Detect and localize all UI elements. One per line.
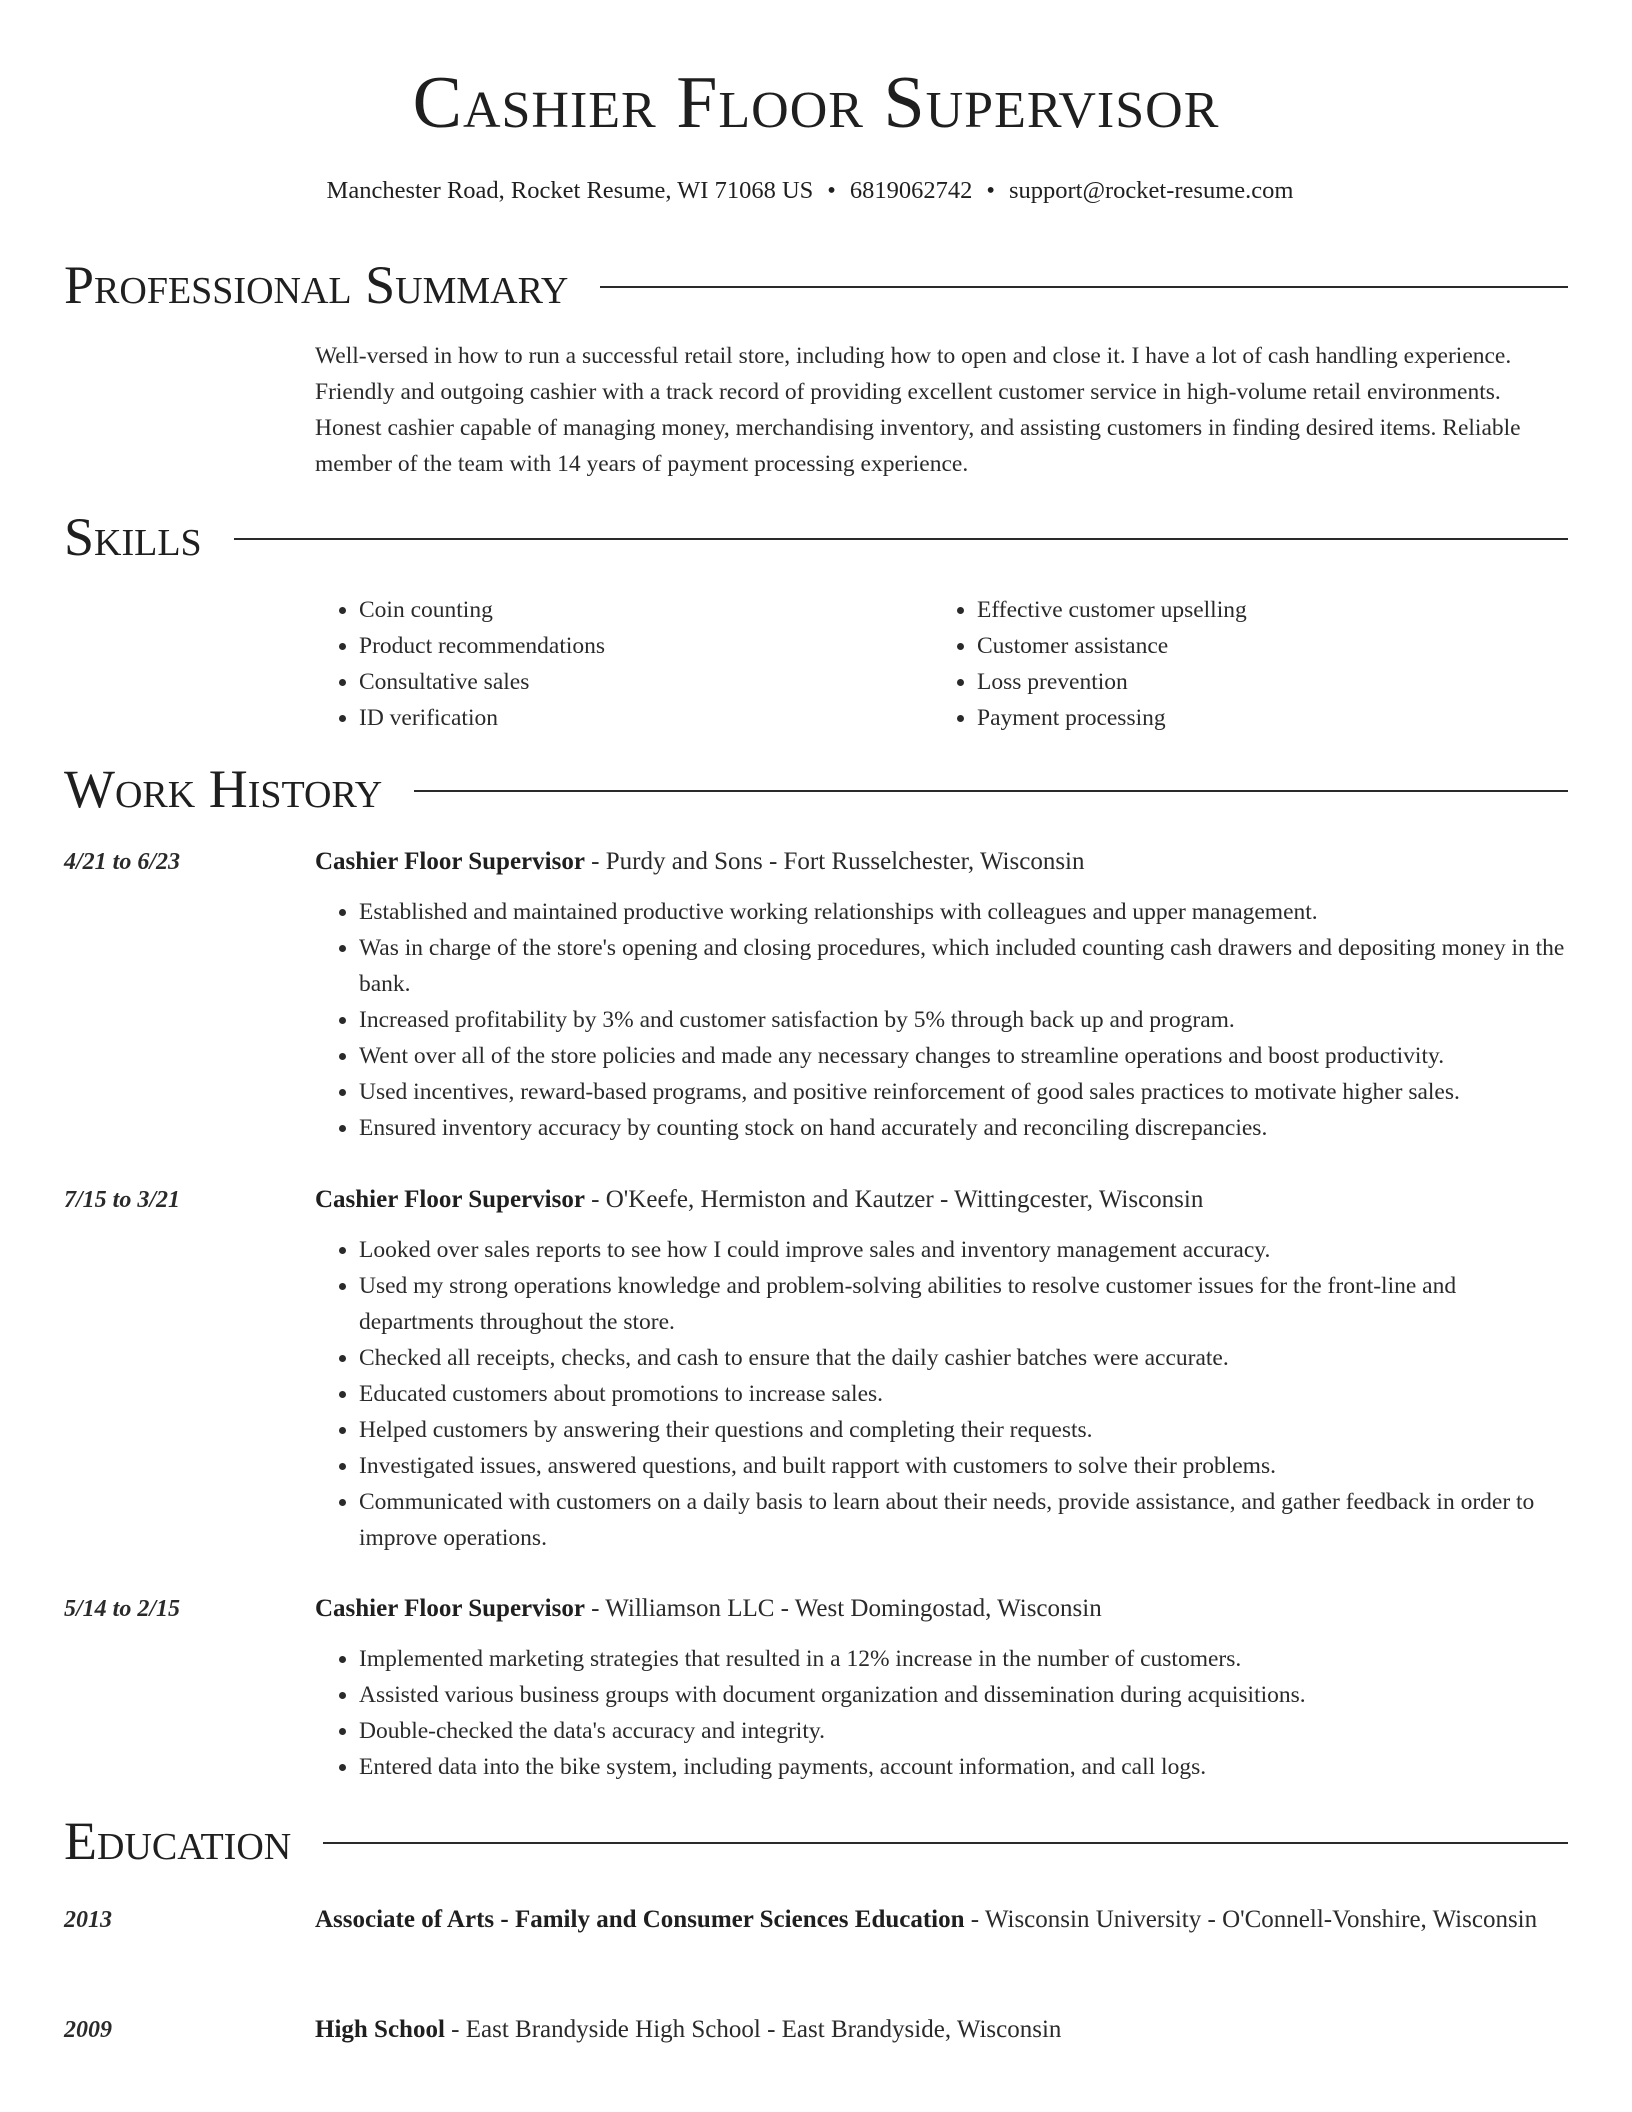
job-details: - Williamson LLC - West Domingostad, Wisconsin [584, 1595, 1102, 1622]
summary-section-header [64, 254, 1568, 316]
work-dates: 5/14 to 2/15 [64, 1596, 181, 1622]
job-title: Cashier Floor Supervisor [315, 1186, 585, 1213]
skill-item: • Coin counting [359, 592, 933, 628]
degree: High School [315, 2016, 445, 2043]
work-section-header [64, 758, 1568, 820]
work-heading [315, 1180, 1568, 1220]
education-year: 2009 [64, 2017, 112, 2043]
degree: Associate of Arts - Family and Consumer Sciences Education [315, 1906, 965, 1933]
education-section-header [64, 1810, 1568, 1872]
section-divider [600, 286, 1568, 288]
work-bullet: • Ensured inventory accuracy by counting stock on hand accurately and reconciling discrepancies. [359, 1110, 1568, 1146]
job-details: - Purdy and Sons - Fort Russelchester, Wisconsin [584, 848, 1085, 875]
work-bullet: • Was in charge of the store's opening and closing procedures, which included counting cash drawers and depositing money in the bank. [359, 930, 1568, 1002]
work-bullet: • Established and maintained productive working relationships with colleagues and upper management. [359, 894, 1568, 930]
contact-address: Manchester Road, Rocket Resume, WI 71068 US [326, 177, 814, 204]
job-details: - O'Keefe, Hermiston and Kautzer - Wittingcester, Wisconsin [584, 1186, 1204, 1213]
work-bullet: • Implemented marketing strategies that resulted in a 12% increase in the number of customers. [359, 1641, 1568, 1677]
work-bullet: • Helped customers by answering their questions and completing their requests. [359, 1412, 1568, 1448]
job-title: Cashier Floor Supervisor [315, 1595, 585, 1622]
work-bullet: • Used my strong operations knowledge and problem-solving abilities to resolve customer issues for the front-line and departments throughout the store. [359, 1268, 1568, 1340]
skills-section-header [64, 506, 1568, 568]
contact-email: support@rocket-resume.com [1008, 177, 1294, 204]
work-bullets [315, 1641, 1568, 1785]
work-dates: 4/21 to 6/23 [64, 849, 181, 875]
education-heading [315, 2010, 1568, 2050]
section-divider [414, 790, 1568, 792]
education-heading [315, 1900, 1568, 1940]
section-title: Professional Summary [64, 255, 569, 315]
work-bullet: • Educated customers about promotions to increase sales. [359, 1376, 1568, 1412]
resume-name: Cashier Floor Supervisor [412, 62, 1220, 144]
school-details: - Wisconsin University - O'Connell-Vonshire, Wisconsin [964, 1906, 1538, 1933]
skills-column-right [933, 592, 1551, 736]
section-title: Work History [64, 759, 383, 819]
work-bullet: • Investigated issues, answered questions, and built rapport with customers to solve their problems. [359, 1448, 1568, 1484]
skill-item: • ID verification [359, 700, 933, 736]
contact-separator: • [827, 177, 836, 204]
skills-list [315, 592, 1565, 736]
contact-phone: 6819062742 [849, 177, 973, 204]
work-bullet: • Assisted various business groups with document organization and dissemination during acquisitions. [359, 1677, 1568, 1713]
work-bullet: • Increased profitability by 3% and customer satisfaction by 5% through back up and program. [359, 1002, 1568, 1038]
section-divider [234, 538, 1568, 540]
work-bullet: • Looked over sales reports to see how I could improve sales and inventory management accuracy. [359, 1232, 1568, 1268]
contact-line [0, 175, 1620, 207]
work-bullet: • Checked all receipts, checks, and cash to ensure that the daily cashier batches were accurate. [359, 1340, 1568, 1376]
work-bullet: • Entered data into the bike system, including payments, account information, and call logs. [359, 1749, 1568, 1785]
work-dates: 7/15 to 3/21 [64, 1187, 181, 1213]
work-heading [315, 842, 1568, 882]
section-title: Education [64, 1811, 292, 1871]
section-title: Skills [64, 507, 202, 567]
job-title: Cashier Floor Supervisor [315, 848, 585, 875]
contact-separator: • [986, 177, 995, 204]
work-heading [315, 1589, 1568, 1629]
skill-item: • Effective customer upselling [977, 592, 1551, 628]
skill-item: • Loss prevention [977, 664, 1551, 700]
section-divider [323, 1842, 1568, 1844]
work-bullets [315, 1232, 1568, 1556]
work-bullet: • Double-checked the data's accuracy and integrity. [359, 1713, 1568, 1749]
skill-item: • Consultative sales [359, 664, 933, 700]
work-bullets [315, 894, 1568, 1146]
skill-item: • Customer assistance [977, 628, 1551, 664]
skill-item: • Product recommendations [359, 628, 933, 664]
work-bullet: • Communicated with customers on a daily basis to learn about their needs, provide assistance, and gather feedback in order to improve operations. [359, 1484, 1568, 1556]
work-bullet: • Went over all of the store policies and made any necessary changes to streamline operations and boost productivity. [359, 1038, 1568, 1074]
summary-text: Well-versed in how to run a successful retail store, including how to open and close it. I have a lot of cash handling experience. Friendly and outgoing cashier with a track record of providing excellent customer service in high-volume retail environments. Honest cashier capable of managing money, merchandising inventory, and assisting customers in finding desired items. Reliable member of the team with 14 years of payment processing experience. [315, 343, 1521, 477]
work-bullet: • Used incentives, reward-based programs, and positive reinforcement of good sales practices to motivate higher sales. [359, 1074, 1568, 1110]
skills-column-left [315, 592, 933, 736]
school-details: - East Brandyside High School - East Brandyside, Wisconsin [444, 2016, 1062, 2043]
education-year: 2013 [64, 1907, 112, 1933]
skill-item: • Payment processing [977, 700, 1551, 736]
